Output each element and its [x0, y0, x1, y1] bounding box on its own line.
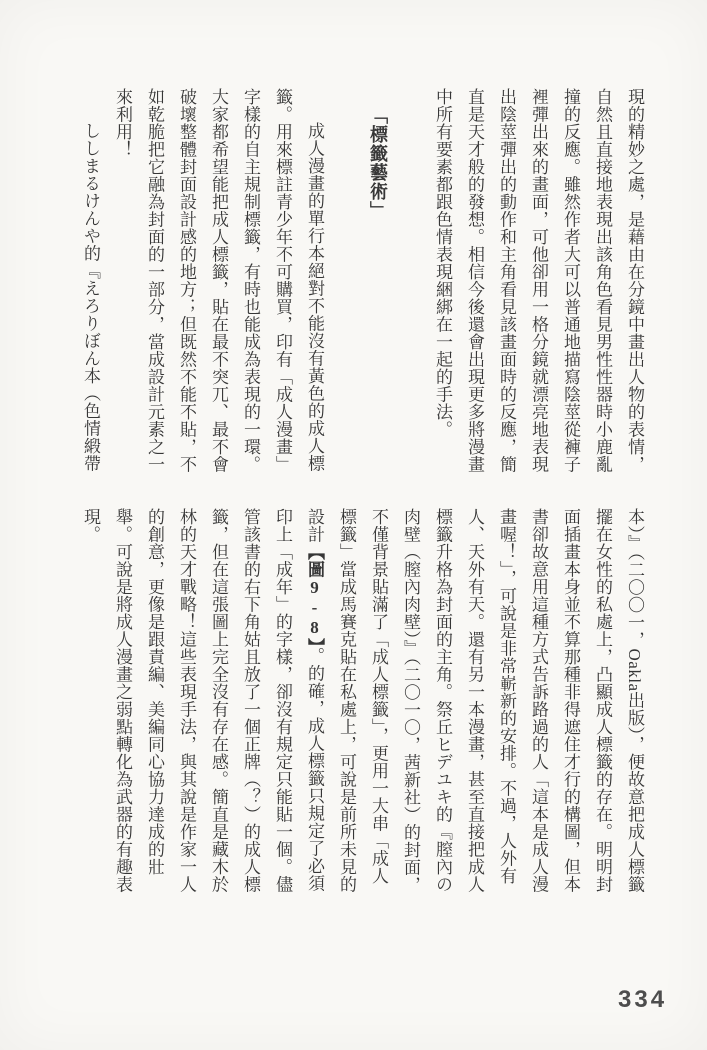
- lower-text-block: [74, 508, 650, 898]
- upper-text-block: [74, 88, 650, 478]
- paragraph-shishimaru-start: ししまるけんや的『えろりぼん本（色情緞帶: [81, 122, 100, 472]
- figure-ref-close-bracket: 】: [305, 638, 324, 647]
- paragraph-adult-label-intro: 成人漫畫的單行本絕對不能沒有黃色的成人標籤。用來標註青少年不可購買，印有「成人漫畫」字樣的自主規制標籤，有時也能成為表現的一環。大家都希望能把成人標籤，貼在最不突兀、最不會破壞整體封面設計感的地方；但既然不能不貼，不如乾脆把它融為封面的一部分，當成設計元素之一來利用！: [113, 88, 324, 473]
- paragraph-label-examples: [74, 508, 650, 898]
- paragraph-panel-expression: 現的精妙之處，是藉由在分鏡中畫出人物的表情，自然且直接地表現出該角色看見男性性器時小鹿亂撞的反應。雖然作者大可以普通地描寫陰莖從褲子裡彈出來的畫面，可他卻用一格分鏡就漂亮地表現出陰莖彈出的動作和主角看見該畫面時的反應，簡直是天才般的發想。相信今後還會出現更多將漫畫中所有要素都跟色情表現綑綁在一起的手法。: [433, 88, 644, 473]
- text-run-before-figure: 本）』（二〇〇一，Oakla出版），便故意把成人標籤擺在女性的私處上，凸顯成人標籤的存在。明明封面插畫本身並不算那種非得遮住才行的構圖，但本書卻故意用這種方式告訴路過的人「這本是成人漫畫喔！」，可說是非常嶄新的安排。不過，人外有人、天外有天。還有另一本漫畫，甚至直接把成人標籤升格為封面的主角。祭丘ヒデユキ的『膣內の肉壁（膣內肉壁）』（二〇一〇，茜新社）的封面，不僅背景貼滿了「成人標籤」，更用一大串「成人標籤」當成馬賽克貼在私處上，可說是前所未見的設計: [305, 508, 644, 894]
- figure-ref-open-bracket: 【圖: [305, 543, 324, 578]
- figure-reference: [305, 543, 324, 647]
- text-run-after-figure: 。的確，成人標籤只規定了必須印上「成年」的字樣，卻沒有規定只能貼一個。儘管該書的右下角姑且放了一個正牌（？）的成人標籤，但在這張圖上完全沒有存在感。簡直是藏木於林的天才戰略！這些表現手法，與其說是作家一人的創意，更像是跟責編、美編同心協力達成的壯舉。可說是將成人漫畫之弱點轉化為武器的有趣表現。: [81, 508, 324, 893]
- figure-ref-number: 9-8: [305, 578, 324, 638]
- section-heading-label-art: 「標籤藝術」: [368, 106, 388, 220]
- page-number: 334: [618, 986, 668, 1013]
